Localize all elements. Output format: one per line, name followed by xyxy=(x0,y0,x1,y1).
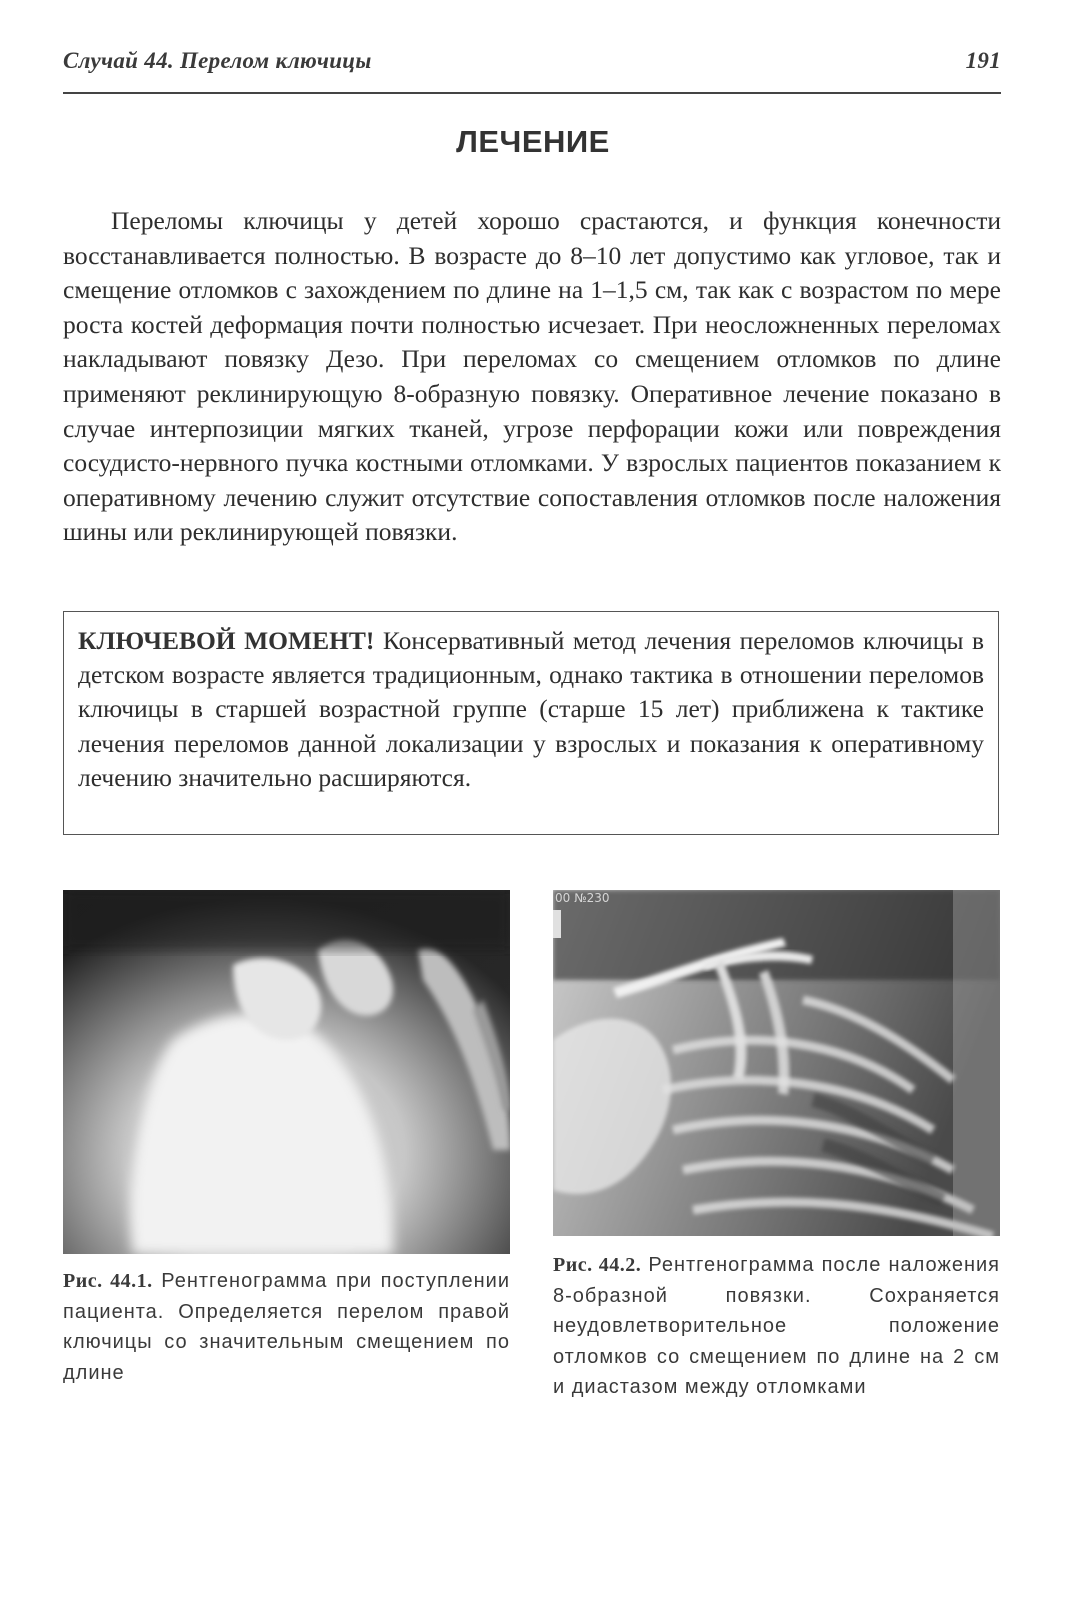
treatment-paragraph: Переломы ключицы у детей хорошо срастаются, и функция конечности восстанавливается полностью. В возрасте до 8–10 лет допустимо как угловое, так и смещение отломков с захождением по длине на 1–1,5 см, так как с возрастом по мере роста костей деформация почти полностью исчезает. При неосложненных переломах накладывают повязку Дезо. При переломах со смещением отломков по длине применяют реклинирующую 8-образную повязку. Оперативное лечение показано в случае интерпозиции мягких тканей, угрозе перфорации кожи или повреждения сосудисто-нервного пучка костными отломками. У взрослых пациентов показанием к оперативному лечению служит отсутствие сопоставления отломков после наложения шины или реклинирующей повязки. xyxy=(63,206,1001,547)
figure-caption-text-44-2: Рентгенограмма после наложения 8-образной повязки. Сохраняется неудовлетворительное положение отломков со смещением по длине на 2 см и диастазом между отломками xyxy=(553,1254,1000,1398)
running-head-title: Случай 44. Перелом ключицы xyxy=(63,48,372,73)
key-point-label: КЛЮЧЕВОЙ МОМЕНТ! xyxy=(78,626,375,655)
xray-image-admission xyxy=(63,890,510,1254)
figure-caption-44-1 xyxy=(63,1266,510,1388)
figure-label-44-1: Рис. 44.1. xyxy=(63,1270,153,1292)
xray-film-id: 00 №230 xyxy=(555,891,610,905)
figure-caption-44-2 xyxy=(553,1250,1000,1403)
page-number: 191 xyxy=(965,48,1001,73)
figure-caption-text-44-1: Рентгенограмма при поступлении пациента. Определяется перелом правой ключицы со значительным смещением по длине xyxy=(63,1270,510,1384)
key-point-text xyxy=(78,624,984,795)
xray-image-after-bandage xyxy=(553,890,1000,1236)
running-head xyxy=(63,48,1001,88)
header-rule xyxy=(63,92,1001,94)
key-point-box xyxy=(63,611,999,835)
figure-label-44-2: Рис. 44.2. xyxy=(553,1254,642,1276)
key-point-body: Консервативный метод лечения переломов ключицы в детском возрасте является традиционным, однако тактика в отношении переломов ключицы в старшей возрастной группе (старше 15 лет) приближена к тактике лечения переломов данной локализации у взрослых и показания к оперативному лечению значительно расширяются. xyxy=(78,626,984,792)
section-title: ЛЕЧЕНИЕ xyxy=(456,124,610,159)
